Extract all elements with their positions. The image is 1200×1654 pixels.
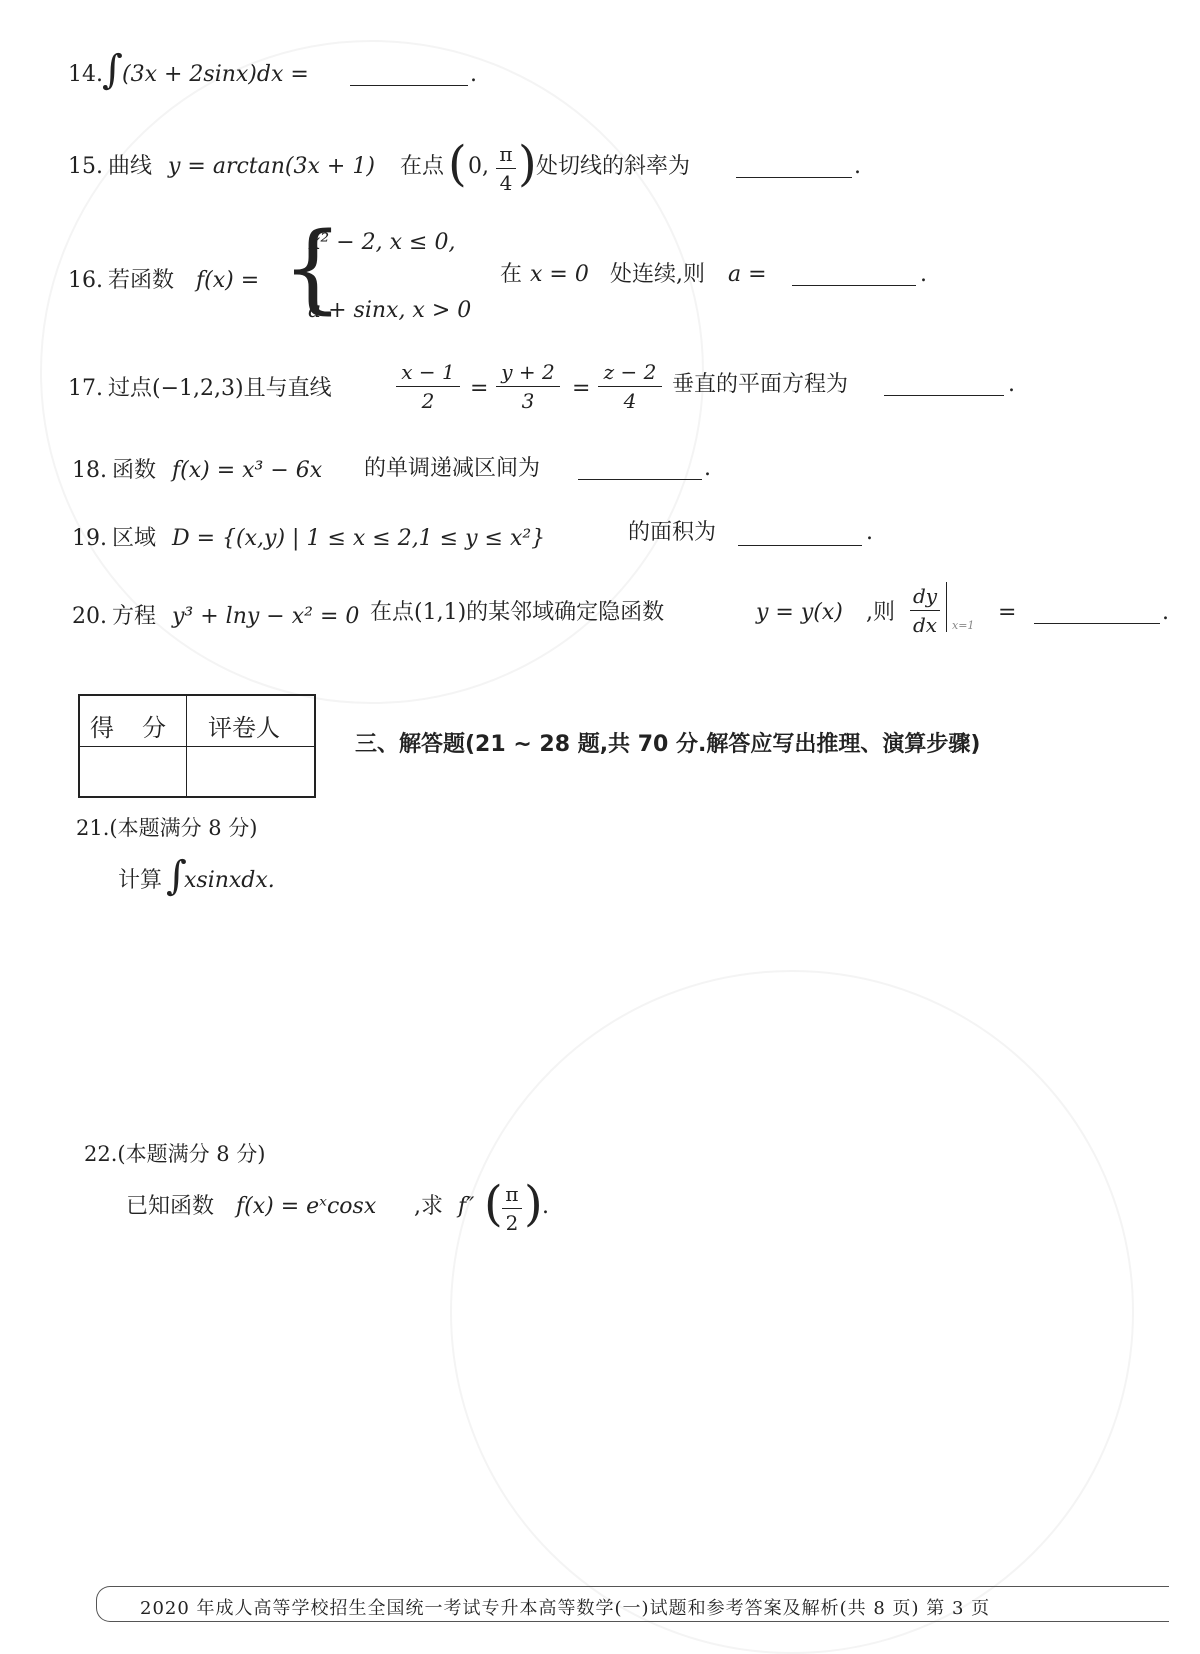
q22-two: 2 bbox=[505, 1211, 519, 1235]
q16-case1: x² − 2, x ≤ 0, bbox=[308, 230, 456, 255]
q15-right-paren: ) bbox=[518, 136, 537, 192]
q17-eq1: = bbox=[470, 376, 489, 401]
fraction-bar bbox=[910, 610, 940, 611]
score-table bbox=[78, 694, 316, 798]
q16-end: . bbox=[920, 262, 927, 287]
q21-integrand: xsinxdx. bbox=[184, 868, 275, 893]
integral-sign: ∫ bbox=[102, 47, 123, 93]
q17-den2: 3 bbox=[521, 389, 535, 413]
q16-brace: { bbox=[282, 212, 344, 324]
fraction-bar bbox=[502, 1208, 522, 1209]
q15-point-a: 0, bbox=[468, 154, 489, 179]
q15-number: 15. bbox=[68, 154, 103, 179]
q18-text2: 的单调递减区间为 bbox=[364, 456, 541, 481]
fraction-bar bbox=[396, 386, 460, 387]
q19-text2: 的面积为 bbox=[628, 520, 717, 545]
q18-expr: f(x) = x³ − 6x bbox=[172, 458, 323, 483]
q16-text3: 处连续,则 bbox=[610, 262, 705, 287]
q16-fx: f(x) = bbox=[196, 268, 260, 293]
q21-text: 计算 bbox=[118, 868, 163, 893]
q16-text2: 在 bbox=[500, 262, 523, 287]
q18-text1: 函数 bbox=[112, 458, 157, 483]
q20-expr2: y = y(x) bbox=[756, 600, 843, 625]
q15-expr: y = arctan(3x + 1) bbox=[168, 154, 375, 179]
q15-end: . bbox=[854, 154, 861, 179]
q17-text1: 过点(−1,2,3)且与直线 bbox=[108, 376, 332, 401]
q18-number: 18. bbox=[72, 458, 107, 483]
q17-num3: z − 2 bbox=[603, 360, 657, 384]
q19-answer-blank[interactable] bbox=[738, 544, 862, 546]
q20-end: . bbox=[1162, 600, 1169, 625]
integral-sign: ∫ bbox=[166, 853, 187, 899]
q17-num2: y + 2 bbox=[501, 360, 555, 384]
q22-fpp: f″ bbox=[458, 1194, 475, 1219]
q16-case2: a + sinx, x > 0 bbox=[308, 298, 472, 323]
q16-answer-blank[interactable] bbox=[792, 284, 916, 286]
q20-text2: 在点(1,1)的某邻域确定隐函数 bbox=[370, 600, 665, 625]
fraction-bar bbox=[496, 386, 560, 387]
q15-four: 4 bbox=[499, 171, 513, 195]
q18-answer-blank[interactable] bbox=[578, 478, 702, 480]
grader-cell[interactable] bbox=[188, 748, 314, 796]
q20-eq: = bbox=[998, 600, 1017, 625]
q20-dy-dx bbox=[910, 584, 940, 637]
q14-number: 14. bbox=[68, 62, 103, 87]
grader-label: 评卷人 bbox=[208, 714, 280, 742]
q20-text3: ,则 bbox=[866, 600, 895, 625]
q15-left-paren: ( bbox=[448, 136, 467, 192]
q19-expr: D = {(x,y) | 1 ≤ x ≤ 2,1 ≤ y ≤ x²} bbox=[172, 526, 546, 551]
q17-frac1 bbox=[396, 360, 460, 413]
q17-frac3 bbox=[598, 360, 662, 413]
q20-dx: dx bbox=[912, 613, 938, 637]
q22-head: 22.(本题满分 8 分) bbox=[84, 1142, 266, 1166]
q15-text1: 曲线 bbox=[108, 154, 153, 179]
q17-den3: 4 bbox=[623, 389, 637, 413]
q22-text: 已知函数 bbox=[126, 1194, 215, 1219]
q19-number: 19. bbox=[72, 526, 107, 551]
q17-eq2: = bbox=[572, 376, 591, 401]
q19-text1: 区域 bbox=[112, 526, 157, 551]
q22-expr: f(x) = eˣcosx bbox=[236, 1194, 377, 1219]
q22-pi-over-2 bbox=[502, 1182, 522, 1235]
q17-text2: 垂直的平面方程为 bbox=[672, 372, 849, 397]
q20-number: 20. bbox=[72, 604, 107, 629]
q14-integrand: (3x + 2sinx)dx = bbox=[122, 62, 309, 87]
watermark-circle-bottom bbox=[450, 970, 1134, 1654]
q20-dy: dy bbox=[912, 584, 938, 608]
q20-eval-bar bbox=[946, 582, 947, 632]
q20-expr: y³ + lny − x² = 0 bbox=[172, 604, 360, 629]
q15-pi-over-4 bbox=[496, 142, 516, 195]
q15-pi: π bbox=[499, 142, 513, 166]
q17-den1: 2 bbox=[421, 389, 435, 413]
score-label: 得分 bbox=[90, 714, 194, 742]
q16-avar: a = bbox=[728, 262, 767, 287]
q22-pi: π bbox=[505, 1182, 519, 1206]
q22-left-paren: ( bbox=[484, 1176, 503, 1232]
fraction-bar bbox=[496, 168, 516, 169]
q17-num1: x − 1 bbox=[401, 360, 455, 384]
q20-text1: 方程 bbox=[112, 604, 157, 629]
fraction-bar bbox=[598, 386, 662, 387]
q17-end: . bbox=[1008, 372, 1015, 397]
q17-frac2 bbox=[496, 360, 560, 413]
q14-answer-blank[interactable] bbox=[350, 84, 468, 86]
q20-sub: x=1 bbox=[952, 619, 975, 632]
q16-cond: x = 0 bbox=[530, 262, 589, 287]
q15-text3: 处切线的斜率为 bbox=[536, 154, 691, 179]
q19-end: . bbox=[866, 520, 873, 545]
score-cell[interactable] bbox=[80, 748, 184, 796]
q15-answer-blank[interactable] bbox=[736, 176, 852, 178]
q22-end: . bbox=[542, 1194, 549, 1219]
q15-text2: 在点 bbox=[400, 154, 445, 179]
q21-head: 21.(本题满分 8 分) bbox=[76, 816, 258, 840]
q20-answer-blank[interactable] bbox=[1034, 622, 1160, 624]
q16-text1: 若函数 bbox=[108, 268, 175, 293]
q16-number: 16. bbox=[68, 268, 103, 293]
section3-title: 三、解答题(21 ~ 28 题,共 70 分.解答应写出推理、演算步骤) bbox=[355, 732, 981, 757]
q17-answer-blank[interactable] bbox=[884, 394, 1004, 396]
footer-text: 2020 年成人高等学校招生全国统一考试专升本高等数学(一)试题和参考答案及解析(共 8 页) 第 3 页 bbox=[140, 1598, 991, 1619]
q17-number: 17. bbox=[68, 376, 103, 401]
q22-right-paren: ) bbox=[524, 1176, 543, 1232]
q18-end: . bbox=[704, 456, 711, 481]
q22-text2: ,求 bbox=[414, 1194, 443, 1219]
q14-end: . bbox=[470, 62, 477, 87]
